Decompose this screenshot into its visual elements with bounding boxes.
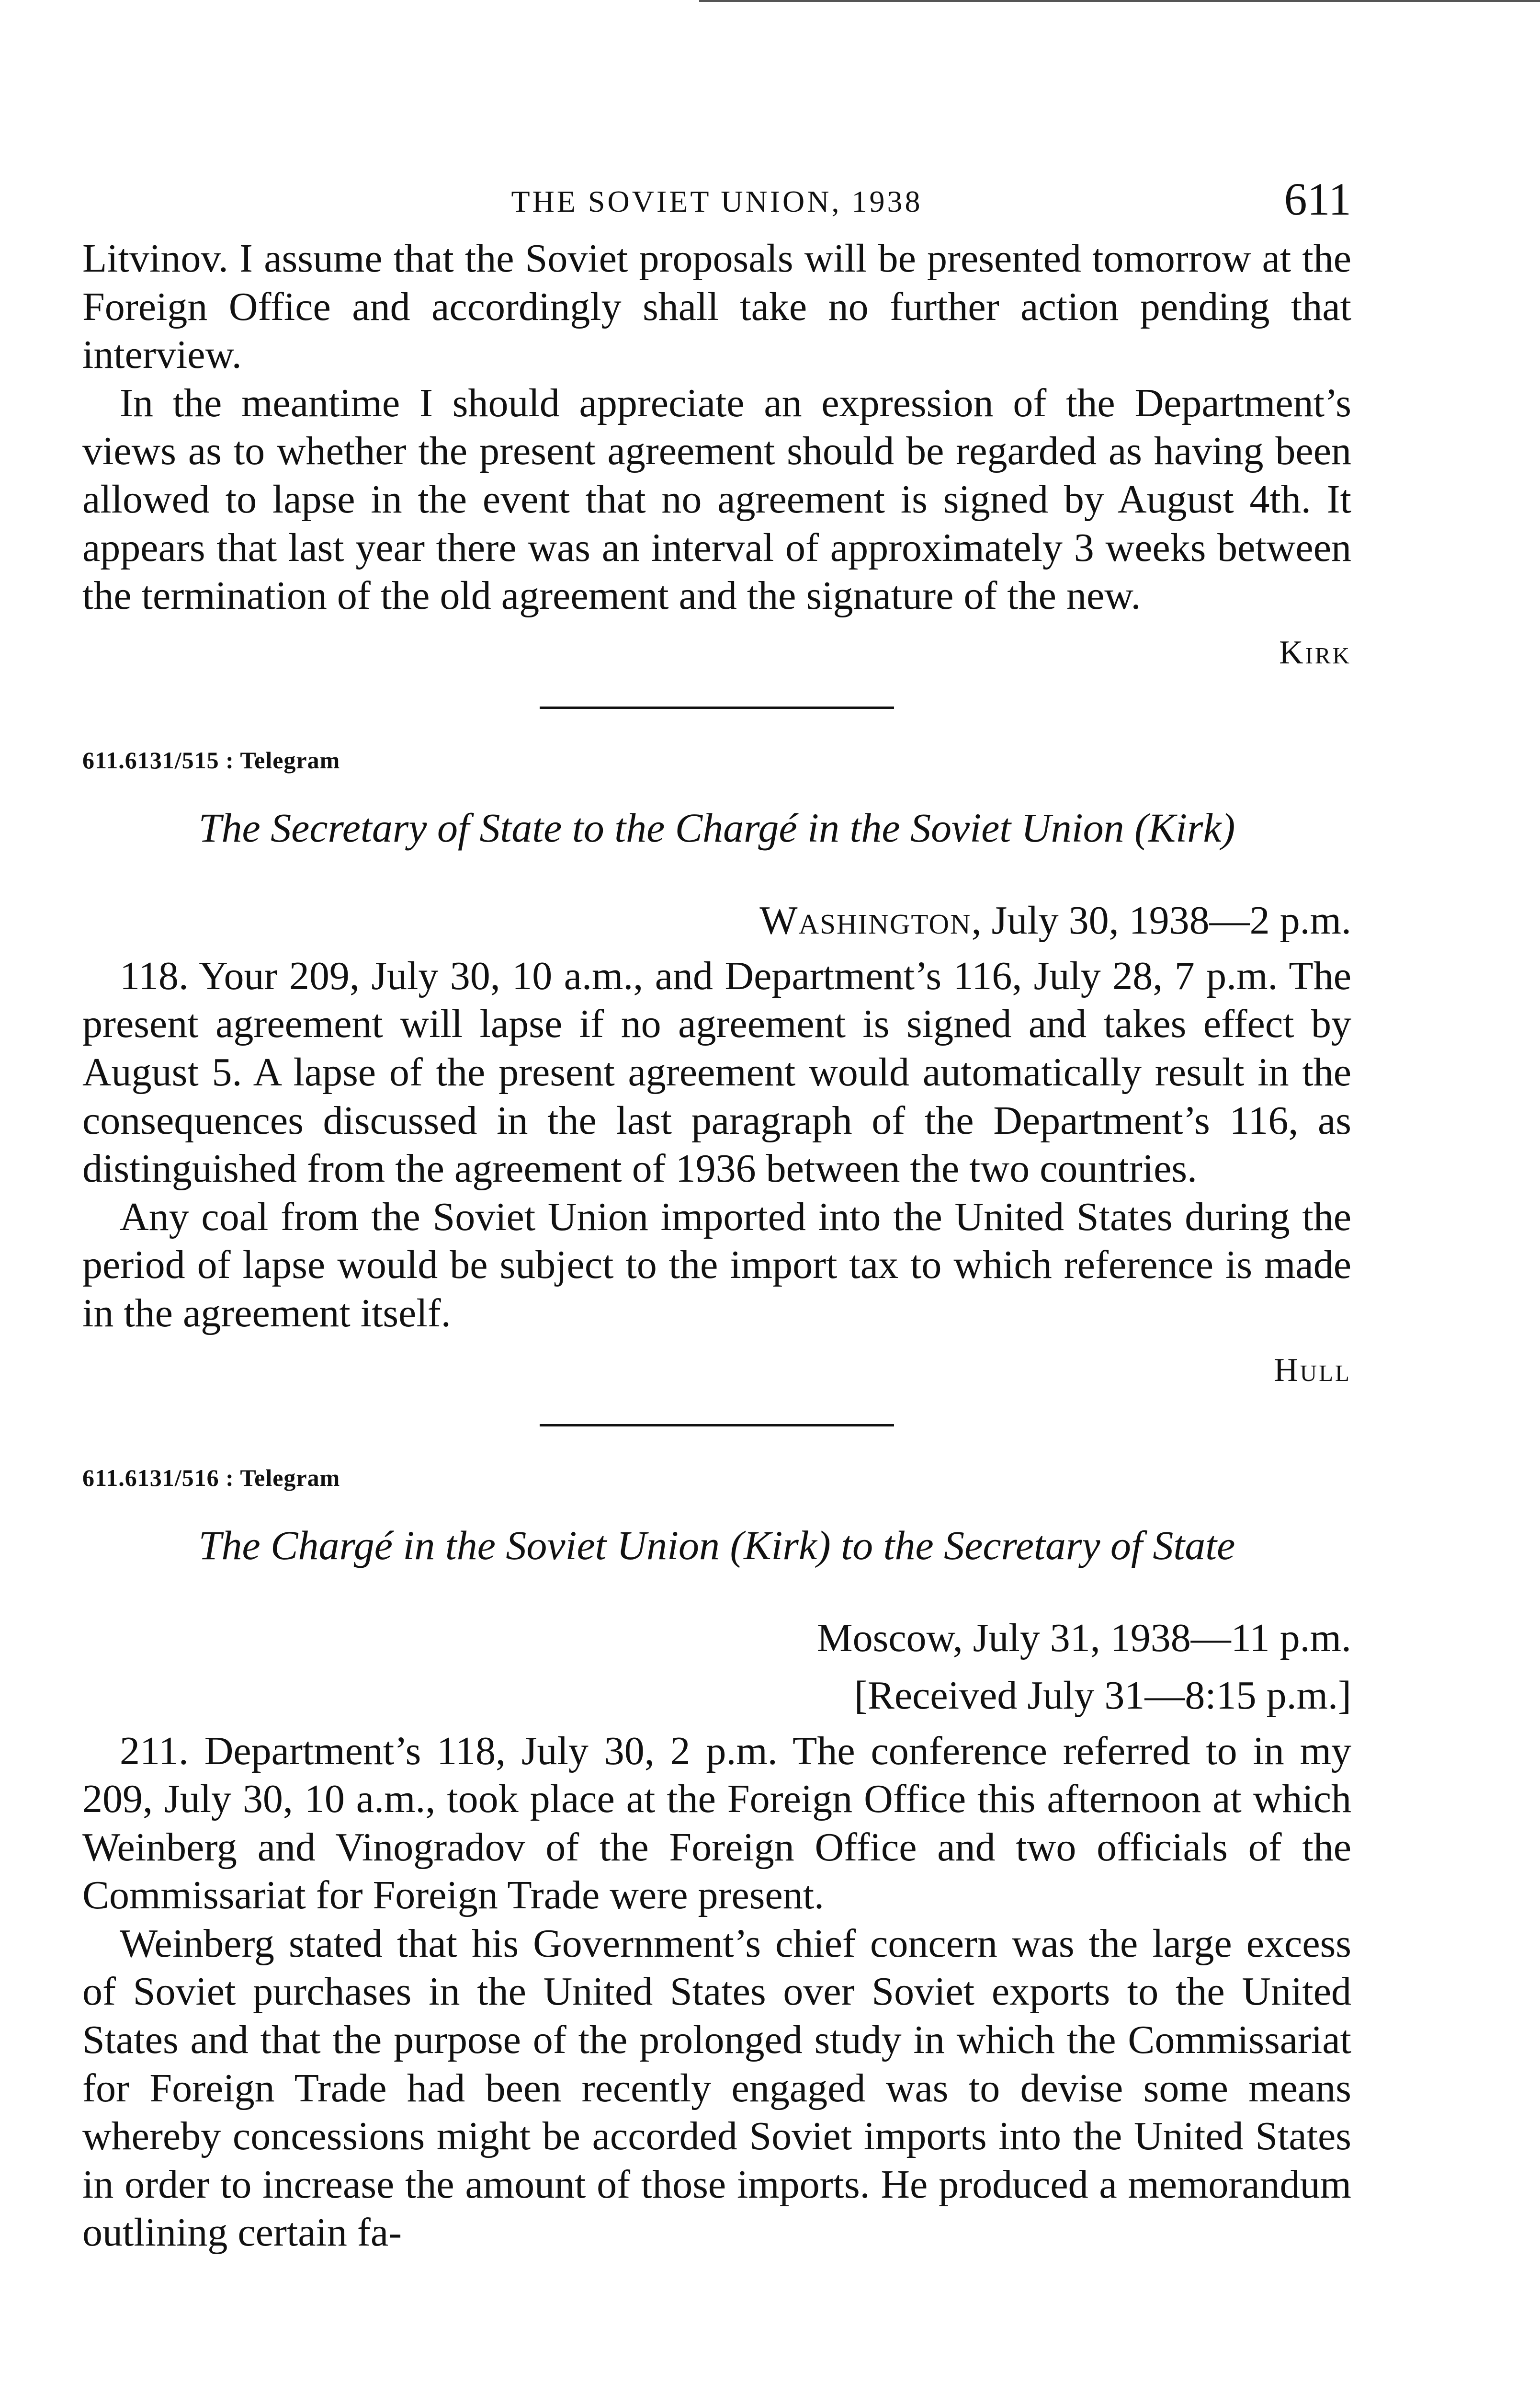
file-reference: 611.6131/516 : Telegram <box>82 1464 340 1491</box>
page-header <box>82 172 1351 235</box>
section-separator <box>540 707 894 709</box>
telegram-516 <box>82 1464 1351 2258</box>
paragraph: 118. Your 209, July 30, 10 a.m., and Department’s 116, July 28, 7 p.m. The present agreement will lapse if no agreement is signed and takes effect by August 5. A lapse of the present agreement would automatically result in the consequences discussed in the last paragraph of the Department’s 116, as distinguished from the agreement of 1936 between the two countries. <box>82 953 1351 1191</box>
document-page <box>82 172 1351 2257</box>
page-number: 611 <box>1284 173 1351 225</box>
top-edge-rule <box>699 0 1540 2</box>
telegram-515 <box>82 746 1351 1394</box>
paragraph: Litvinov. I assume that the Soviet proposals will be presented tomorrow at the Foreign Office and accordingly shall take no further action pending that interview. <box>82 236 1351 377</box>
running-title: THE SOVIET UNION, 1938 <box>511 184 923 218</box>
telegram-continuation <box>82 235 1351 677</box>
dateline-date: , July 30, 1938—2 p.m. <box>971 898 1351 943</box>
paragraph: In the meantime I should appreciate an expression of the Department’s views as to whether the present agreement should be regarded as having been allowed to lapse in the event that no agreement is signed by August 4th. It appears that last year there was an interval of approximately 3 weeks between the termination of the old agreement and the signature of the new. <box>82 380 1351 618</box>
paragraph: Weinberg stated that his Government’s chief concern was the large excess of Soviet purchases in the United States over Soviet exports to the United States and that the purpose of the prolonged study in which the Commissariat for Foreign Trade had been recently engaged was to devise some means whereby concessions might be accorded Soviet imports into the United States in order to increase the amount of those imports. He produced a memorandum outlining certain fa- <box>82 1921 1351 2255</box>
signature: Hull <box>1274 1351 1351 1389</box>
file-reference: 611.6131/515 : Telegram <box>82 746 340 774</box>
document-title: The Chargé in the Soviet Union (Kirk) to the Secretary of State <box>198 1522 1235 1568</box>
section-separator <box>540 1424 894 1426</box>
paragraph: Any coal from the Soviet Union imported into the United States during the period of lapse would be subject to the import tax to which reference is made in the agreement itself. <box>82 1194 1351 1335</box>
dateline-place: Washington <box>759 898 972 943</box>
paragraph: 211. Department’s 118, July 30, 2 p.m. The conference referred to in my 209, July 30, 10 a.m., took place at the Foreign Office this afternoon at which Weinberg and Vinogradov of the Foreign Office and two officials of the Commissariat for Foreign Trade were present. <box>82 1728 1351 1918</box>
dateline: Moscow, July 31, 1938—11 p.m. <box>816 1615 1351 1660</box>
document-title: The Secretary of State to the Chargé in the Soviet Union (Kirk) <box>198 804 1235 851</box>
received-line: [Received July 31—8:15 p.m.] <box>854 1673 1351 1718</box>
signature: Kirk <box>1279 634 1351 671</box>
dateline <box>82 895 1351 947</box>
